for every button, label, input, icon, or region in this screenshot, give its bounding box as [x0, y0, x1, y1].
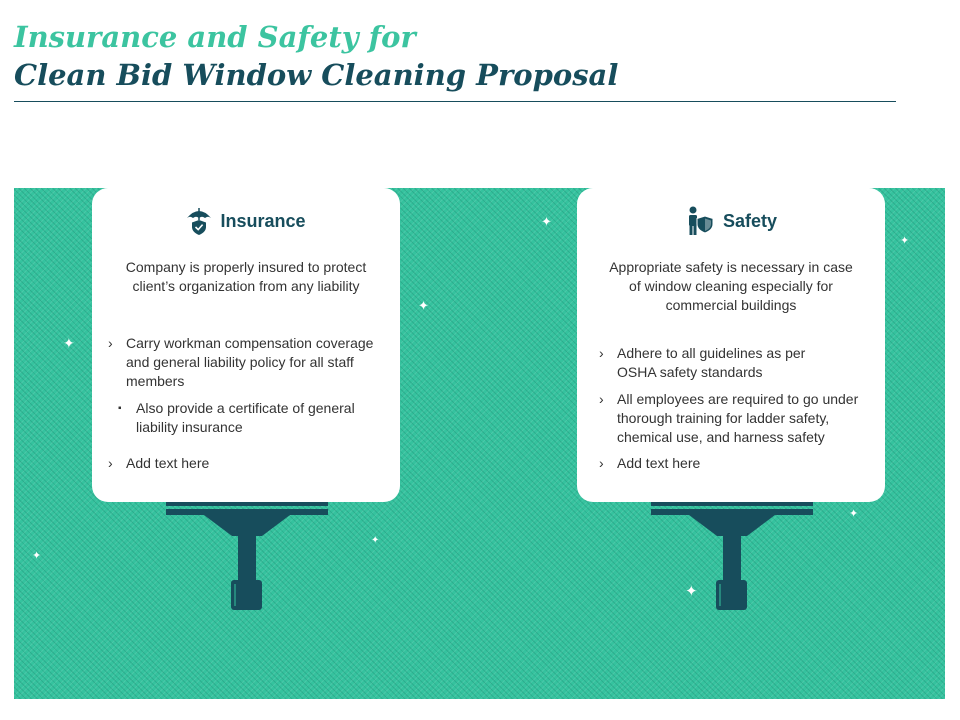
chevron-right-icon: ›	[599, 455, 604, 471]
insurance-intro: Company is properly insured to protect client’s organization from any liability	[125, 259, 367, 294]
sparkle-icon: ✦	[685, 583, 698, 600]
insurance-card	[92, 188, 400, 502]
safety-bullet-1-text: Adhere to all guidelines as per OSHA safety standards	[617, 345, 806, 380]
sparkle-icon: ✦	[900, 235, 910, 247]
chevron-right-icon: ›	[108, 335, 113, 351]
insurance-bullet-3-text: Add text here	[126, 455, 210, 471]
sparkle-icon: ✦	[63, 335, 75, 351]
title-line-2: Clean Bid Window Cleaning Proposal	[14, 58, 619, 92]
safety-bullet-1	[599, 344, 869, 382]
safety-card	[577, 188, 885, 502]
sparkle-icon: ✦	[849, 508, 859, 520]
squeegee-icon	[164, 500, 330, 612]
safety-bullet-2	[599, 390, 874, 447]
title-divider	[14, 101, 896, 102]
safety-card-title: Safety	[722, 210, 778, 231]
sparkle-icon: ✦	[541, 214, 552, 229]
insurance-bullet-1	[108, 334, 378, 391]
insurance-bullet-3	[108, 454, 378, 473]
title-line-1: Insurance and Safety for	[14, 20, 416, 54]
safety-bullet-2-text: All employees are required to go under thorough training for ladder safety, chemical use, and harness safety	[617, 391, 859, 445]
chevron-right-icon: ›	[108, 455, 113, 471]
insurance-bullet-1-text: Carry workman compensation coverage and general liability policy for all staff members	[126, 335, 374, 389]
chevron-right-icon: ›	[599, 391, 604, 407]
squeegee-icon	[649, 500, 815, 612]
chevron-right-icon: ›	[599, 345, 604, 361]
insurance-bullet-2	[118, 399, 388, 437]
umbrella-shield-icon	[186, 206, 212, 236]
safety-card-header	[577, 204, 885, 238]
insurance-card-header	[92, 204, 400, 238]
safety-bullet-3	[599, 454, 869, 473]
person-shield-icon	[685, 206, 715, 236]
safety-intro: Appropriate safety is necessary in case of window cleaning especially for commercial buildings	[609, 259, 853, 313]
safety-bullet-3-text: Add text here	[617, 455, 701, 471]
insurance-card-title: Insurance	[220, 210, 306, 231]
sparkle-icon: ✦	[371, 535, 380, 546]
sparkle-icon: ✦	[418, 298, 429, 313]
sparkle-icon: ✦	[32, 550, 42, 562]
insurance-bullet-2-text: Also provide a certificate of general liability insurance	[136, 400, 355, 435]
square-bullet-icon: ▪	[118, 403, 122, 414]
